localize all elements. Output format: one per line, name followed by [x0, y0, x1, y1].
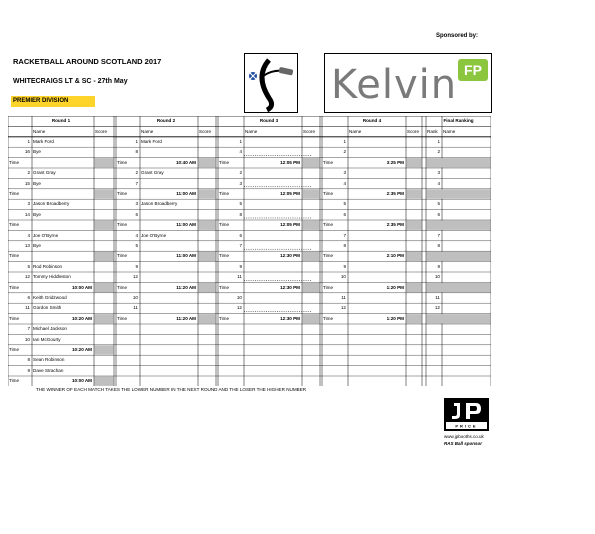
round4-match-time: 3:25 PM [386, 159, 404, 165]
shaded-cell [95, 179, 114, 188]
shaded-cell [427, 252, 491, 261]
shaded-cell [95, 148, 114, 157]
round4-seed: 2 [343, 149, 346, 155]
round2-match-time: 10:40 AM [176, 159, 196, 165]
round2-time-label: Time [117, 315, 128, 321]
shaded-cell [95, 210, 114, 219]
round1-player-name: Bye [33, 211, 41, 217]
shaded-cell [95, 231, 114, 240]
round1-seed: 4 [27, 232, 30, 238]
round4-time-label: Time [323, 222, 334, 228]
round3-seed: 3 [239, 180, 242, 186]
round4-seed: 5 [343, 201, 346, 207]
shaded-cell [95, 356, 114, 365]
round4-seed: 7 [343, 232, 346, 238]
round1-time-label: Time [9, 159, 20, 165]
round1-seed: 3 [27, 201, 30, 207]
sponsored-by-label: Sponsored by: [436, 33, 479, 39]
shaded-cell [407, 252, 422, 261]
shaded-cell [95, 293, 114, 302]
round2-seed: 8 [135, 149, 138, 155]
name-column-header: Name [349, 128, 362, 134]
round2-seed: 7 [135, 180, 138, 186]
shaded-cell [95, 221, 114, 230]
round1-player-name: Rod Robinson [33, 263, 63, 269]
round1-time-label: Time [9, 191, 20, 196]
round2-seed: 12 [132, 274, 138, 280]
ranking-name-header: Name [443, 128, 456, 134]
round3-seed: 11 [237, 274, 242, 280]
shaded-cell [407, 189, 422, 198]
round2-time-label: Time [117, 253, 128, 259]
shaded-cell [199, 252, 216, 261]
rank-column-header: Rank [427, 128, 438, 134]
round4-match-time: 1:20 PM [386, 284, 404, 290]
round1-player-name: Sean Robinson [33, 357, 65, 363]
round2-seed: 6 [135, 211, 138, 217]
round3-time-label: Time [219, 253, 230, 259]
round1-match-time: 10:20 AM [72, 347, 92, 352]
round1-seed: 5 [27, 263, 30, 269]
fp-badge: FP [458, 59, 488, 81]
round3-match-time: 12:05 PM [280, 222, 300, 228]
shaded-cell [95, 377, 114, 386]
round3-seed: 7 [239, 243, 242, 248]
round3-match-time: 12:30 PM [280, 253, 300, 259]
final-rank: 3 [437, 170, 440, 176]
round1-player-name: Gordon Smith [33, 305, 62, 311]
round1-player-name: Joe O'Byrne [33, 232, 59, 238]
round1-player-name: Ian McGourty [33, 336, 61, 342]
round2-time-label: Time [117, 284, 128, 290]
round1-seed: 1 [27, 139, 30, 144]
round2-seed: 11 [133, 305, 138, 311]
round1-player-name: Bye [33, 149, 41, 155]
round-header-4: Round 4 [362, 118, 382, 124]
round3-time-label: Time [219, 222, 230, 228]
shaded-cell [427, 314, 491, 323]
round1-seed: 14 [24, 211, 30, 217]
round2-seed: 4 [135, 232, 138, 238]
shaded-cell [303, 189, 320, 198]
round1-match-time: 10:00 AM [72, 284, 92, 290]
shaded-cell [407, 158, 422, 167]
round2-seed: 10 [132, 295, 138, 300]
round3-seed: 4 [239, 149, 242, 155]
round4-time-label: Time [323, 315, 334, 321]
shaded-cell [95, 189, 114, 198]
shaded-cell [95, 314, 114, 323]
round1-seed: 10 [24, 336, 30, 342]
round3-time-label: Time [219, 284, 230, 290]
round2-match-time: 11:20 AM [176, 315, 196, 321]
round1-player-name: Bye [33, 243, 41, 248]
shaded-cell [427, 189, 491, 198]
division-label: PREMIER DIVISION [11, 96, 95, 107]
final-rank: 5 [437, 201, 440, 207]
final-rank: 10 [434, 274, 440, 280]
shaded-cell [303, 314, 320, 323]
round3-seed: 6 [239, 232, 242, 238]
kelvin-fp-logo [324, 53, 492, 113]
round2-time-label: Time [117, 222, 128, 228]
round1-player-name: Michael Jackson [33, 326, 67, 332]
round2-seed: 9 [135, 263, 138, 269]
round3-match-time: 12:30 PM [280, 284, 300, 290]
final-rank: 1 [437, 139, 440, 144]
round4-seed: 11 [341, 295, 346, 300]
round1-seed: 13 [24, 243, 30, 248]
jp-caption: RAS Ball sponsor [444, 441, 483, 446]
jp-price-logo [444, 398, 489, 431]
round2-match-time: 11:00 AM [176, 191, 196, 196]
round1-match-time: 10:00 AM [72, 378, 92, 384]
round3-match-time: 12:30 PM [280, 315, 300, 321]
round4-seed: 8 [343, 243, 346, 248]
shaded-cell [199, 189, 216, 198]
bracket-footnote: THE WINNER OF EACH MATCH TAKES THE LOWER NUMBER IN THE NEXT ROUND AND THE LOSER THE HIGHER NUMBER [36, 387, 307, 392]
jp-website[interactable]: www.jpbooths.co.uk [444, 434, 484, 439]
round4-time-label: Time [323, 191, 334, 196]
tournament-bracket [8, 116, 491, 386]
shaded-cell [95, 262, 114, 271]
round2-player-name: Mark Ford [141, 139, 162, 144]
round1-seed: 2 [27, 170, 30, 176]
final-rank: 2 [437, 149, 440, 155]
round1-player-name: Bye [33, 180, 41, 186]
shaded-cell [95, 345, 114, 354]
round1-player-name: Dave Strachan [33, 367, 64, 373]
round3-seed: 1 [239, 139, 242, 144]
round1-time-label: Time [9, 253, 20, 259]
shaded-cell [303, 158, 320, 167]
round3-match-time: 12:05 PM [280, 191, 300, 196]
round1-seed: 8 [27, 357, 30, 363]
round1-player-name: Grant Gray [33, 170, 56, 176]
final-rank: 4 [437, 180, 440, 186]
round1-player-name: Mark Ford [33, 139, 54, 144]
round3-time-label: Time [219, 315, 230, 321]
round2-player-name: Joe O'Byrne [141, 232, 167, 238]
round1-seed: 11 [25, 305, 30, 311]
shaded-cell [95, 200, 114, 209]
shaded-cell [95, 273, 114, 282]
round4-time-label: Time [323, 284, 334, 290]
round2-match-time: 11:00 AM [176, 222, 196, 228]
round-header-2: Round 2 [156, 118, 176, 124]
round4-seed: 4 [343, 180, 346, 186]
round3-seed: 5 [239, 201, 242, 207]
round2-time-label: Time [117, 191, 128, 196]
name-column-header: Name [245, 128, 258, 134]
round3-time-label: Time [219, 191, 230, 196]
final-rank: 7 [437, 232, 440, 238]
round1-time-label: Time [9, 284, 20, 290]
shaded-cell [303, 283, 320, 292]
round4-time-label: Time [323, 159, 334, 165]
round3-seed: 9 [239, 263, 242, 269]
round2-player-name: Grant Gray [141, 170, 164, 176]
name-column-header: Name [33, 128, 46, 134]
kelvin-wordmark: Kelvin [331, 62, 458, 108]
shaded-cell [427, 283, 491, 292]
round3-seed: 10 [236, 295, 242, 300]
shaded-cell [427, 221, 491, 230]
round1-seed: 16 [24, 149, 30, 155]
round1-player-name: Keith Gridzwood [33, 295, 67, 300]
round1-seed: 7 [27, 326, 30, 332]
round-header-3: Round 3 [259, 118, 279, 124]
round4-seed: 6 [343, 211, 346, 217]
round3-match-time: 12:05 PM [280, 159, 300, 165]
final-rank: 6 [437, 211, 440, 217]
shaded-cell [95, 137, 114, 146]
score-column-header: Score [303, 128, 316, 134]
round3-seed: 2 [239, 170, 242, 176]
score-column-header: Score [199, 128, 212, 134]
score-column-header: Score [407, 128, 420, 134]
round2-match-time: 11:20 AM [176, 284, 196, 290]
round3-time-label: Time [219, 159, 230, 165]
event-subtitle: WHITECRAIGS LT & SC - 27th May [13, 78, 128, 85]
shaded-cell [95, 283, 114, 292]
shaded-cell [95, 252, 114, 261]
round4-seed: 12 [340, 305, 346, 311]
svg-text:PRICE: PRICE [455, 423, 478, 429]
page-title: RACKETBALL AROUND SCOTLAND 2017 [13, 57, 162, 66]
round4-match-time: 2:35 PM [386, 222, 404, 228]
round3-seed: 8 [239, 211, 242, 217]
round1-match-time: 10:20 AM [72, 315, 92, 321]
name-column-header: Name [141, 128, 154, 134]
round4-seed: 3 [343, 170, 346, 176]
round1-player-name: Tommy Hiddleston [33, 274, 71, 280]
round1-seed: 9 [27, 367, 30, 373]
shaded-cell [95, 304, 114, 313]
shaded-cell [199, 158, 216, 167]
final-rank: 12 [434, 305, 440, 311]
shaded-cell [407, 283, 422, 292]
round1-player-name: Jason Broadberry [33, 201, 70, 207]
round-header-1: Round 1 [51, 118, 71, 124]
shaded-cell [303, 252, 320, 261]
shaded-cell [95, 158, 114, 167]
round1-seed: 6 [27, 295, 30, 300]
round2-match-time: 11:00 AM [176, 253, 196, 259]
shaded-cell [95, 366, 114, 375]
round1-time-label: Time [9, 315, 20, 321]
shaded-cell [95, 325, 114, 334]
round2-seed: 5 [135, 243, 138, 248]
shaded-cell [95, 169, 114, 178]
round2-time-label: Time [117, 159, 128, 165]
round2-seed: 2 [135, 170, 138, 176]
round2-player-name: Jason Broadberry [141, 201, 178, 207]
round4-match-time: 2:10 PM [386, 253, 404, 259]
round2-seed: 1 [135, 139, 138, 144]
round1-seed: 15 [24, 180, 30, 186]
shaded-cell [427, 158, 491, 167]
round4-time-label: Time [323, 253, 334, 259]
final-rank: 11 [435, 295, 440, 300]
shaded-cell [407, 221, 422, 230]
round4-match-time: 1:20 PM [386, 315, 404, 321]
round1-time-label: Time [9, 222, 20, 228]
shaded-cell [199, 283, 216, 292]
round4-match-time: 2:35 PM [386, 191, 404, 196]
final-ranking-header: Final Ranking [443, 118, 474, 124]
shaded-cell [95, 335, 114, 344]
scotland-racketball-logo [244, 53, 298, 113]
round4-seed: 1 [343, 139, 346, 144]
shaded-cell [199, 314, 216, 323]
round1-seed: 12 [24, 274, 30, 280]
round3-seed: 12 [236, 305, 242, 311]
score-column-header: Score [95, 128, 108, 134]
shaded-cell [199, 221, 216, 230]
shaded-cell [407, 314, 422, 323]
round4-seed: 10 [340, 274, 346, 280]
round2-seed: 3 [135, 201, 138, 207]
round4-seed: 9 [343, 263, 346, 269]
final-rank: 9 [437, 263, 440, 269]
final-rank: 8 [437, 243, 440, 248]
round1-time-label: Time [9, 347, 20, 352]
shaded-cell [95, 241, 114, 250]
shaded-cell [303, 221, 320, 230]
round1-time-label: Time [9, 378, 20, 384]
